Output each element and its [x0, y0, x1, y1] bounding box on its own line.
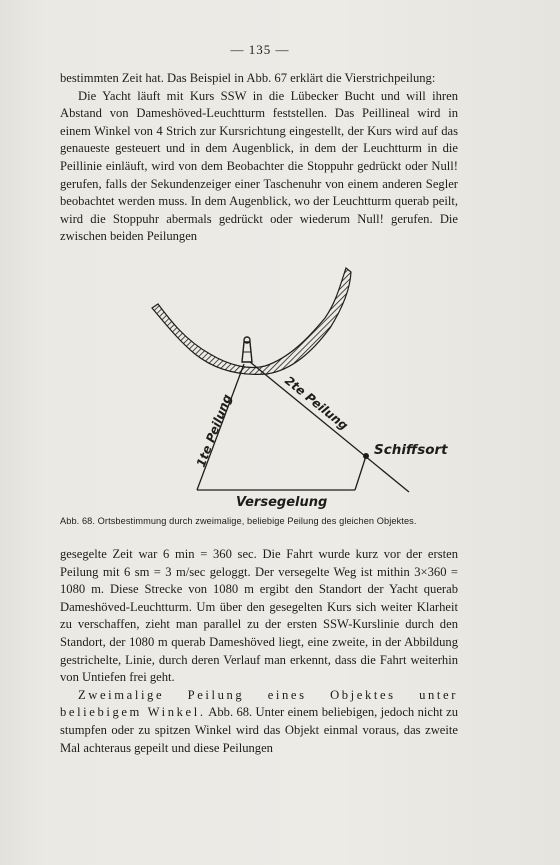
lighthouse-icon	[242, 337, 252, 362]
paragraph: gesegelte Zeit war 6 min = 360 sec. Die Fahrt wurde kurz vor der ersten Peilung mit 6 sm = 3 m/sec geloggt. Der versegelte Weg ist mithin 3×360 = 1080 m. Diese Strecke von 1080 m ergibt den Standort der Yacht querab Dameshöved-Leuchtturm. Um über den gesegelten Kurs sich weiter Klarheit zu verschaffen, zieht man parallel zu der ersten SSW-Kurslinie durch den Standort, der 1080 m querab Dameshöved liegt, eine zweite, in der Abbildung gestrichelte, Linie, durch deren Verlauf man erkennt, dass die Fahrt weiterhin von Untiefen frei geht.	[60, 547, 458, 685]
figure-caption: Abb. 68. Ortsbestimmung durch zweimalige, beliebige Peilung des gleichen Objektes.	[60, 516, 417, 526]
second-bearing-line	[250, 362, 409, 492]
bearing-diagram	[140, 262, 448, 522]
section-heading: Zweimalige Peilung eines Objektes unter beliebigem Winkel.	[60, 687, 458, 720]
paragraph: bestimmten Zeit hat. Das Beispiel in Abb. 67 erklärt die Vierstrichpeilung:	[60, 71, 436, 85]
distance-sailed-label: Versegelung	[236, 495, 328, 510]
ship-position-label: Schiffsort	[374, 442, 448, 458]
paragraph: Die Yacht läuft mit Kurs SSW in die Lübecker Bucht und will ihren Abstand von Dameshöved-Leuchtturm feststellen. Das Peillineal wird in einem Winkel von 4 Strich zur Kursrichtung eingestellt, der Kurs wird auf das genaueste gesteuert und in dem Augenblick, in dem der Leuchtturm in die Peillinie einläuft, wird von dem Beobachter die Stoppuhr gedrückt oder Null! gerufen, falls der Sekundenzeiger einer Taschenuhr von einem anderen Segler beobachtet werden muss. In dem Augenblick, wo der Leuchtturm querab peilt, wird die Stoppuhr abermals gedrückt oder wiederum Null! gerufen. Die zwischen beiden Peilungen	[60, 88, 458, 244]
course-line	[355, 456, 366, 490]
section-text: Abb. 68. Unter einem beliebigen, jedoch nicht zu stumpfen oder zu spitzen Winkel wird das Objekt einmal voraus, das zweite Mal achteraus gepeilt und diese Peilungen	[60, 705, 458, 755]
section-paragraph	[60, 687, 458, 757]
second-bearing-label: 2te Peilung	[282, 373, 351, 433]
ship-position-marker	[363, 453, 369, 459]
page-number: — 135 —	[230, 42, 290, 57]
body-text-top	[60, 70, 458, 246]
body-text-bottom	[60, 546, 458, 757]
first-bearing-label: 1te Peilung	[193, 392, 235, 470]
